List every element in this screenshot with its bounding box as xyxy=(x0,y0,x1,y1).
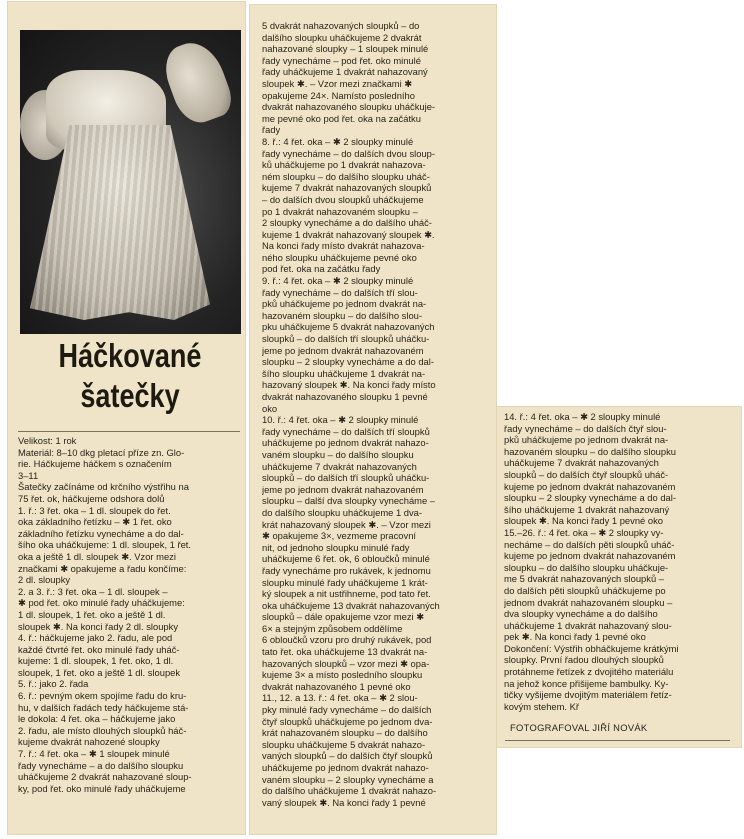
dress-photo xyxy=(20,30,241,334)
photographer-credit: FOTOGRAFOVAL JIŘÍ NOVÁK xyxy=(510,722,648,733)
article-text-right-column: 14. ř.: 4 řet. oka – ✱ 2 sloupky minulé řady vynecháme – do dalších čtyř slou- pků uháčkujeme po jednom dvakrát na- hazovaném sloupku – do dalšího sloupku uháčkujeme 7 dvakrát nahazovaných sloupků – do dalších čtyř sloupků uháč- kujeme po jednom dvakrát nahazovaném sloupku – 2 sloupky vynecháme a do dal- šího uháčkujeme 1 dvakrát nahazovaný sloupek ✱. Na konci řady 1 pevné oko 15.–26. ř.: 4 řet. oka – ✱ 2 sloupky vy- necháme – do dalších pěti sloupků uháč- kujeme po jednom dvakrát nahazovaném sloupku – do dalšího sloupku uháčkuje- me 5 dvakrát nahazovaných sloupků – do dalších pěti sloupků uháčkujeme po jednom dvakrát nahazovaném sloupku – dva sloupky vynecháme a do dalšího uháčkujeme 1 dvakrát nahazovaný slou- pek ✱. Na konci řady 1 pevné oko Dokončení: Výstřih obháčkujeme krátkými sloupky. První řadou dlouhých sloupků protáhneme řetízek z dvojitého materiálu na jehož konce přišijeme bambulky. Ky- tičky vyšijeme dvojitým materiálem řetíz- kovým stehem. Kř xyxy=(504,411,679,712)
article-text-left-column: Velikost: 1 rok Materiál: 8–10 dkg pletací příze zn. Glo- rie. Háčkujeme háčkem s označením 3–11 Šatečky začínáme od krčního výstřihu na 75 řet. ok, háčkujeme odshora dolů 1. ř.: 3 řet. oka – 1 dl. sloupek do řet. oka základního řetízku – ✱ 1 řet. oko základního řetízku vynecháme a do dal- šího oka uháčkujeme: 1 dl. sloupek, 1 řet. oka a ještě 1 dl. sloupek ✱. Vzor mezi značkami ✱ opakujeme a řadu končíme: 2 dl. sloupky 2. a 3. ř.: 3 řet. oka – 1 dl. sloupek – ✱ pod řet. oko minulé řady uháčkujeme: 1 dl. sloupek, 1 řet. oko a ještě 1 dl. sloupek ✱. Na konci řady 2 dl. sloupky 4. ř.: háčkujeme jako 2. řadu, ale pod každé čtvrté řet. oko minulé řady uháč- kujeme: 1 dl. sloupek, 1 řet. oko, 1 dl. sloupek, 1 řet. oko a ještě 1 dl. sloupek 5. ř.: jako 2. řada 6. ř.: pevným okem spojíme řadu do kru- hu, v dalších řadách tedy háčkujeme stá- le dokola: 4 řet. oka – háčkujeme jako 2. řadu, ale místo dlouhých sloupků háč- kujeme dvakrát nahozené sloupky 7. ř.: 4 řet. oka – ✱ 1 sloupek minulé řady vynecháme – a do dalšího sloupku uháčkujeme 2 dvakrát nahazované sloup- ky, pod řet. oko minulé řady uháčkujeme xyxy=(18,435,192,794)
article-text-middle-column: 5 dvakrát nahazovaných sloupků – do dalšího sloupku uháčkujeme 2 dvakrát nahazované sloupky – 1 sloupek minulé řady vynecháme – pod řet. oko minulé řady uháčkujeme 1 dvakrát nahazovaný sloupek ✱. – Vzor mezi značkami ✱ opakujeme 24×. Namísto posledního dvakrát nahazovaného sloupku uháčkuje- me pevné oko pod řet. oka na začátku řady 8. ř.: 4 řet. oka – ✱ 2 sloupky minulé řady vynecháme – do dalších dvou sloup- ků uháčkujeme po 1 dvakrát nahazova- ném sloupku – do dalšího sloupku uháč- kujeme 7 dvakrát nahazovaných sloupků – do dalších dvou sloupků uháčkujeme po 1 dvakrát nahazovaném sloupku – 2 sloupky vynecháme a do dalšího uháč- kujeme 1 dvakrát nahazovaný sloupek ✱. Na konci řady místo dvakrát nahazova- ného sloupku uháčkujeme pevné oko pod řet. oka na začátku řady 9. ř.: 4 řet. oka – ✱ 2 sloupky minulé řady vynecháme – do dalších tří slou- pků uháčkujeme po jednom dvakrát na- hazovaném sloupku – do dalšího slou- pku uháčkujeme 5 dvakrát nahazovaných sloupků – do dalších tří sloupků uháčku- jeme po jednom dvakrát nahazovaném sloupku – 2 sloupky vynecháme a do dal- šího sloupku uháčkujeme 1 dvakrát na- hazovaný sloupek ✱. Na konci řady místo dvakrát nahazovaného sloupku 1 pevné oko 10. ř.: 4 řet. oka – ✱ 2 sloupky minulé řady vynecháme – do dalších tří sloupků uháčkujeme po jednom dvakrát nahazo- vaném sloupku – do dalšího sloupku uháčkujeme 7 dvakrát nahazovaných sloupků – do dalších tří sloupků uháčku- jeme po jednom dvakrát nahazovaném sloupku – další dva sloupky vynecháme – do dalšího sloupku uháčkujeme 1 dva- krát nahazovaný sloupek ✱. – Vzor mezi ✱ opakujeme 3×, vezmeme pracovní nit, od jednoho sloupku minulé řady uháčkujeme 6 řet. ok, 6 obloučků minulé řady vynecháme pro rukávek, k jednomu sloupku minulé řady uháčkujeme 1 krát- ký sloupek a nit ustřihneme, pod tato řet. oka uháčkujeme 13 dvakrát nahazovaných sloupků – dále opakujeme vzor mezi ✱ 6× a stejným způsobem oddělíme 6 obloučků vzoru pro druhý rukávek, pod tato řet. oka uháčkujeme 13 dvakrát na- hazovaných sloupků – vzor mezi ✱ opa- kujeme 3× a místo posledního sloupku dvakrát nahazovaného 1 pevné oko 11., 12. a 13. ř.: 4 řet. oka – ✱ 2 slou- pky minulé řady vynecháme – do dalších čtyř sloupků uháčkujeme po jednom dva- krát nahazovaném sloupku – do dalšího sloupku uháčkujeme 5 dvakrát nahazo- vaných sloupků – do dalších čtyř sloupků uháčkujeme po jednom dvakrát nahazo- vaném sloupku – 2 sloupky vynecháme a do dalšího uháčkujeme 1 dvakrát nahazo- vaný sloupek ✱. Na konci řady 1 pevné xyxy=(262,20,440,808)
hand-holding-dress xyxy=(158,35,237,129)
credit-divider xyxy=(505,740,730,741)
article-headline: Háčkované šatečky xyxy=(58,337,202,414)
headline-divider xyxy=(18,431,240,432)
